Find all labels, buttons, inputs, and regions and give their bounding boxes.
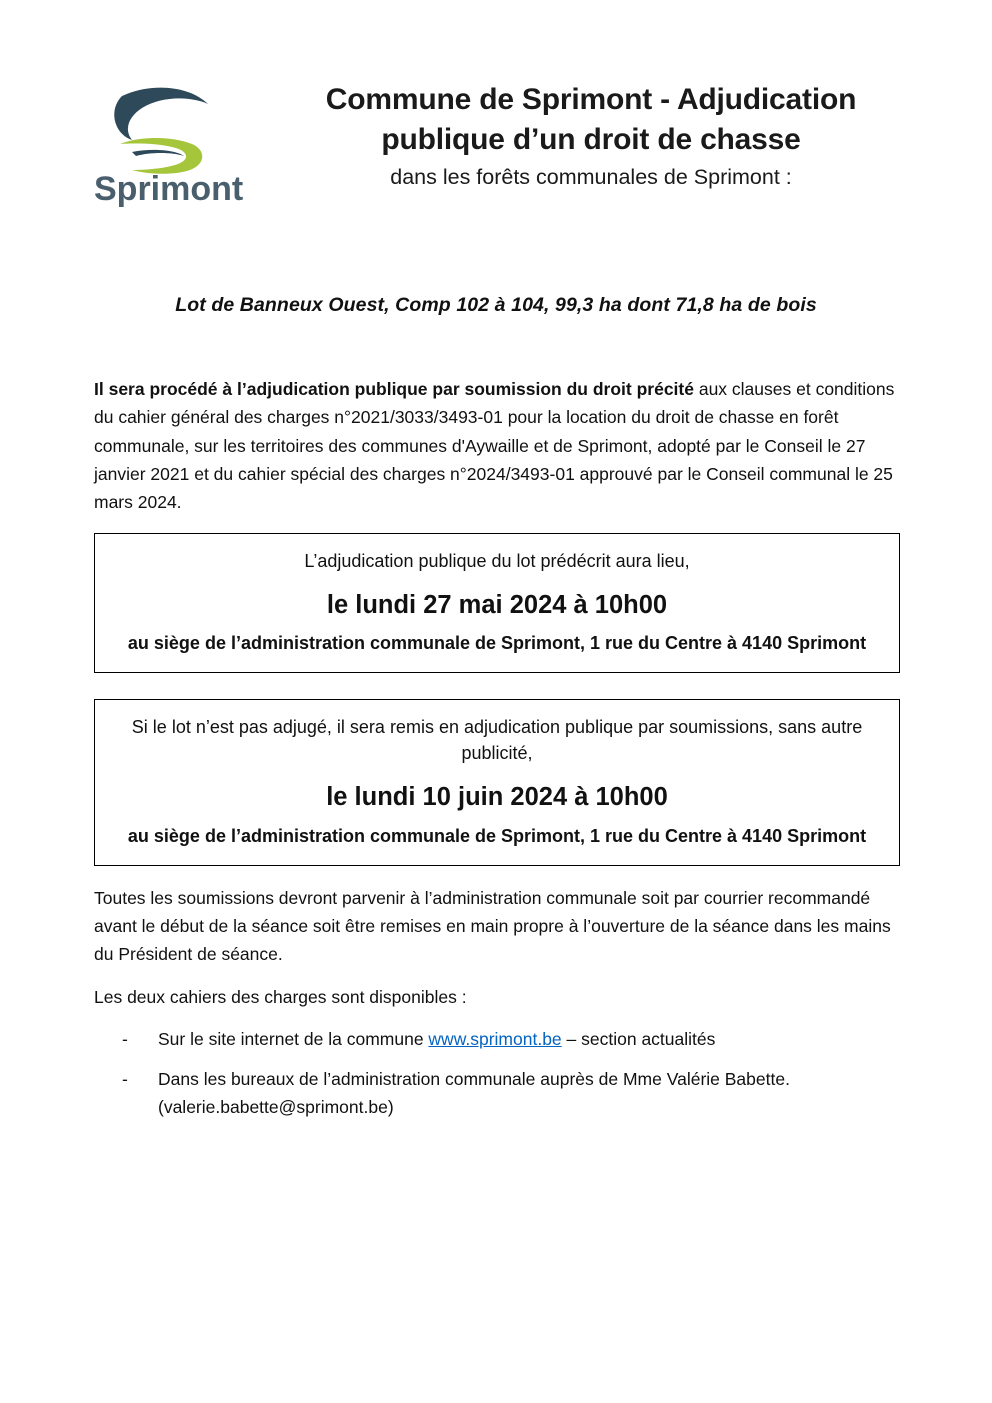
- list-item-text-after-link: – section actualités: [561, 1029, 716, 1050]
- auction-first-date: le lundi 27 mai 2024 à 10h00: [326, 590, 668, 619]
- document-header: [0, 0, 992, 208]
- page-title-line1: Commune de Sprimont - Adjudication: [325, 83, 857, 116]
- logo-wordmark: Sprimont: [94, 170, 244, 208]
- auction-first-intro: L’adjudication publique du lot prédécrit aura lieu,: [304, 550, 690, 571]
- intro-bold-text: Il sera procédé à l’adjudication publique par soumission du droit précité: [94, 379, 694, 399]
- auction-second-date: le lundi 10 juin 2024 à 10h00: [326, 783, 668, 812]
- list-item: [122, 1065, 900, 1121]
- document-body: [0, 375, 992, 1121]
- list-item: [122, 1025, 900, 1053]
- list-item-text-before-link: Sur le site internet de la commune: [158, 1029, 429, 1050]
- logo-graphic-icon: [80, 78, 250, 208]
- page-subtitle: dans les forêts communales de Sprimont :: [390, 165, 792, 190]
- intro-rest-text: aux clauses et conditions du cahier général des charges n°2021/3033/3493-01 pour la location du droit de chasse en forêt communale, sur les territoires des communes d'Aywaille et de Sprimont, adopté par le Conseil le 27 janvier 2021 et du cahier spécial des charges n°2024/3493-01 approuvé par le Conseil communal le 25 mars 2024.: [94, 379, 895, 513]
- auction-second-intro: Si le lot n’est pas adjugé, il sera remis en adjudication publique par soumissions, sans autre publicité,: [131, 717, 863, 764]
- availability-list: [94, 1025, 900, 1121]
- list-item-text: Dans les bureaux de l’administration communale auprès de Mme Valérie Babette. (valerie.babette@sprimont.be): [158, 1069, 790, 1118]
- availability-paragraph: Les deux cahiers des charges sont disponibles :: [94, 986, 467, 1007]
- sprimont-website-link[interactable]: www.sprimont.be: [428, 1029, 562, 1050]
- auction-box-first: [94, 533, 900, 673]
- page-title-line2: publique d’un droit de chasse: [381, 122, 801, 156]
- sprimont-logo: [60, 60, 250, 208]
- intro-paragraph: [94, 375, 900, 517]
- auction-first-place: au siège de l’administration communale de Sprimont, 1 rue du Centre à 4140 Sprimont: [127, 633, 867, 654]
- auction-box-second: [94, 699, 900, 866]
- title-block: [250, 60, 932, 192]
- list-bullet-dash: -: [122, 1029, 128, 1050]
- closing-section: [94, 884, 900, 1121]
- list-bullet-dash: -: [122, 1069, 128, 1090]
- closing-paragraph: Toutes les soumissions devront parvenir à l’administration communale soit par courrier recommandé avant le début de la séance soit être remises en main propre à l’ouverture de la séance dans les mains du Président de séance.: [94, 887, 891, 965]
- auction-second-place: au siège de l’administration communale de Sprimont, 1 rue du Centre à 4140 Sprimont: [127, 825, 867, 846]
- lot-description: Lot de Banneux Ouest, Comp 102 à 104, 99,3 ha dont 71,8 ha de bois: [175, 294, 817, 316]
